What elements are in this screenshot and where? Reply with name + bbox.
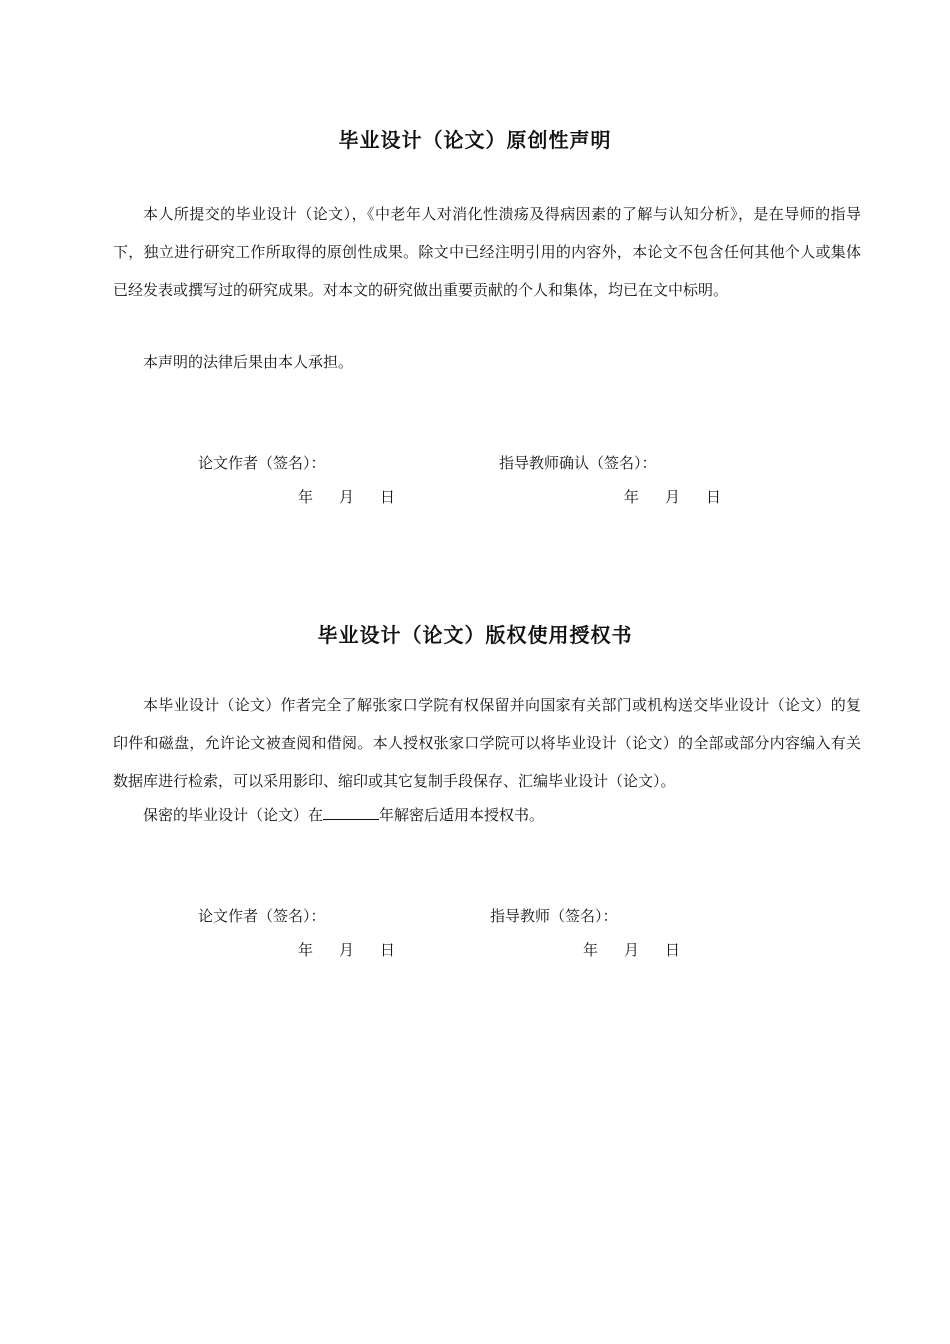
- day-label: 日: [665, 941, 681, 959]
- declaration-liability-paragraph: 本声明的法律后果由本人承担。: [143, 353, 354, 371]
- month-label: 月: [624, 941, 640, 959]
- authorization-author-signature-label: 论文作者（签名）：: [198, 907, 326, 925]
- month-label: 月: [339, 941, 355, 959]
- declaration-author-signature-label: 论文作者（签名）：: [198, 454, 326, 472]
- year-label: 年: [298, 941, 314, 959]
- authorization-author-date: [298, 939, 395, 960]
- declaration-title: 毕业设计（论文）原创性声明: [338, 128, 612, 152]
- declaration-paragraph: 本人所提交的毕业设计（论文），《中老年人对消化性溃疡及得病因素的了解与认知分析》，是在导师的指导下，独立进行研究工作所取得的原创性成果。除文中已经注明引用的内容外，本论文不包含任何其他个人或集体已经发表或撰写过的研究成果。对本文的研究做出重要贡献的个人和集体，均已在文中标明。: [113, 205, 861, 299]
- confidentiality-text-after: 年解密后适用本授权书。: [379, 806, 545, 824]
- day-label: 日: [380, 488, 396, 506]
- year-label: 年: [583, 941, 599, 959]
- day-label: 日: [706, 488, 722, 506]
- month-label: 月: [339, 488, 355, 506]
- year-label: 年: [624, 488, 640, 506]
- year-label: 年: [298, 488, 314, 506]
- authorization-advisor-signature-label: 指导教师（签名）：: [490, 907, 618, 925]
- month-label: 月: [665, 488, 681, 506]
- day-label: 日: [380, 941, 396, 959]
- authorization-advisor-date: [583, 939, 680, 960]
- declaration-advisor-signature-label: 指导教师确认（签名）：: [499, 454, 657, 472]
- authorization-title: 毕业设计（论文）版权使用授权书: [317, 623, 633, 647]
- declaration-advisor-date: [624, 486, 721, 507]
- declaration-author-date: [298, 486, 395, 507]
- authorization-paragraph: 本毕业设计（论文）作者完全了解张家口学院有权保留并向国家有关部门或机构送交毕业设计（论文）的复印件和磁盘，允许论文被查阅和借阅。本人授权张家口学院可以将毕业设计（论文）的全部或部分内容编入有关数据库进行检索，可以采用影印、缩印或其它复制手段保存、汇编毕业设计（论文）。: [113, 696, 861, 790]
- years-blank-line: [323, 805, 379, 820]
- confidentiality-text-before: 保密的毕业设计（论文）在: [143, 806, 324, 824]
- confidentiality-paragraph: [113, 796, 861, 834]
